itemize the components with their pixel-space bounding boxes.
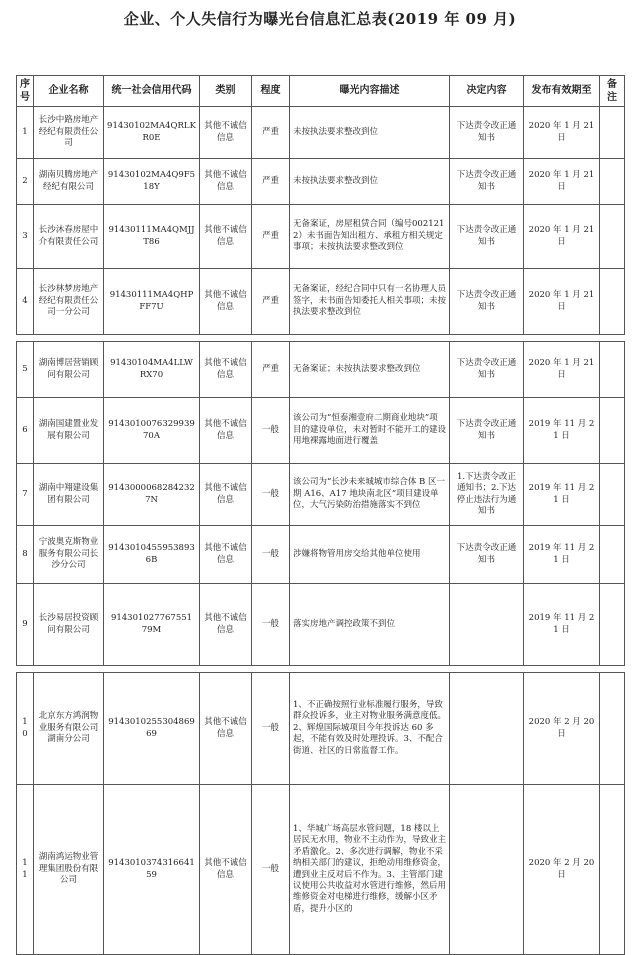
cell-expiry: 2020 年 1 月 21 日 [524,342,600,398]
cell-name: 湖南贝腾房地产经纪有限公司 [34,159,104,205]
cell-decision: 1.下达责令改正通知书；2.下达停止违法行为通知书 [450,464,524,526]
cell-description: 1、不正确按照行业标准履行服务，导致群众投诉多，业主对物业服务满意度低。2、辉煌国际城项目今年投诉达 60 多起，不能有效及时处理投诉。3、不配合街道、社区的日常监督工作。 [290,673,450,785]
table-row [17,785,625,955]
cell-name: 湖南中翔建设集团有限公司 [34,464,104,526]
cell-degree: 一般 [252,785,290,955]
cell-seq: 10 [17,673,34,785]
cell-name: 湖南国建置业发展有限公司 [34,398,104,464]
cell-remark [600,205,625,269]
row-gap-cell [17,335,625,342]
cell-category: 其他不诚信信息 [200,342,252,398]
cell-category: 其他不诚信信息 [200,159,252,205]
cell-description: 未按执法要求整改到位 [290,107,450,159]
header-remark: 备注 [600,76,625,107]
cell-decision: 下达责令改正通知书 [450,526,524,584]
cell-name: 北京东方鸿润物业服务有限公司湖南分公司 [34,673,104,785]
cell-decision: 下达责令改正通知书 [450,205,524,269]
cell-degree: 一般 [252,673,290,785]
cell-category: 其他不诚信信息 [200,107,252,159]
cell-expiry: 2020 年 2 月 20 日 [524,785,600,955]
table-row [17,342,625,398]
header-decision: 决定内容 [450,76,524,107]
cell-remark [600,526,625,584]
cell-name: 长沙沐春房屋中介有限责任公司 [34,205,104,269]
cell-code: 914301025530486969 [104,673,200,785]
cell-decision: 下达责令改正通知书 [450,398,524,464]
header-expiry: 发布有效期至 [524,76,600,107]
cell-degree: 一般 [252,526,290,584]
cell-remark [600,673,625,785]
cell-description: 该公司为“长沙未来城城市综合体 B 区一期 A16、A17 地块南北区”项目建设单位，大气污染防治措施落实不到位 [290,464,450,526]
cell-code: 91430102MA4Q9F518Y [104,159,200,205]
cell-code: 91430111MA4QMJJT86 [104,205,200,269]
cell-category: 其他不诚信信息 [200,464,252,526]
cell-category: 其他不诚信信息 [200,673,252,785]
cell-category: 其他不诚信信息 [200,584,252,666]
cell-seq: 3 [17,205,34,269]
cell-name: 湖南博居营销顾问有限公司 [34,342,104,398]
cell-seq: 6 [17,398,34,464]
table-row [17,464,625,526]
row-gap [17,666,625,673]
cell-expiry: 2020 年 2 月 20 日 [524,673,600,785]
cell-code: 91430102MA4QRLKR0E [104,107,200,159]
table-row [17,584,625,666]
table-row [17,107,625,159]
cell-name: 宁波奥克斯物业服务有限公司长沙分公司 [34,526,104,584]
cell-remark [600,342,625,398]
cell-decision [450,584,524,666]
cell-code: 91430000682842327N [104,464,200,526]
cell-description: 无备案证，房屋租赁合同（编号0021212）未书面告知出租方、承租方相关规定事项；未按执法要求整改到位 [290,205,450,269]
cell-decision: 下达责令改正通知书 [450,342,524,398]
cell-remark [600,159,625,205]
cell-seq: 7 [17,464,34,526]
cell-remark [600,785,625,955]
cell-code: 91430104559538936B [104,526,200,584]
cell-description: 未按执法要求整改到位 [290,159,450,205]
cell-decision [450,673,524,785]
cell-decision: 下达责令改正通知书 [450,159,524,205]
cell-description: 涉嫌将物管用房交给其他单位使用 [290,526,450,584]
cell-name: 长沙林梦房地产经纪有限责任公司一分公司 [34,269,104,335]
table-row [17,398,625,464]
cell-category: 其他不诚信信息 [200,398,252,464]
cell-remark [600,584,625,666]
table-row [17,673,625,785]
cell-expiry: 2020 年 1 月 21 日 [524,269,600,335]
header-name: 企业名称 [34,76,104,107]
cell-seq: 1 [17,107,34,159]
cell-seq: 8 [17,526,34,584]
cell-degree: 严重 [252,205,290,269]
cell-decision: 下达责令改正通知书 [450,269,524,335]
cell-decision [450,785,524,955]
cell-name: 长沙易居投资顾问有限公司 [34,584,104,666]
cell-description: 1、华城广场高层水管问题，18 楼以上居民无水用，物业不主动作为，导致业主矛盾激化。2、多次进行调解，物业不采纳相关部门的建议，拒绝动用维修资金，遭到业主反对后不作为。3、主管部门建议使用公共收益对水管进行维修，然后用维修资金对电梯进行维修，缓解小区矛盾，提升小区的 [290,785,450,955]
header-category: 类别 [200,76,252,107]
cell-seq: 9 [17,584,34,666]
cell-seq: 11 [17,785,34,955]
cell-code: 914301037431664159 [104,785,200,955]
cell-remark [600,269,625,335]
cell-expiry: 2019 年 11 月 21 日 [524,584,600,666]
cell-seq: 2 [17,159,34,205]
cell-seq: 4 [17,269,34,335]
header-code: 统一社会信用代码 [104,76,200,107]
cell-degree: 严重 [252,342,290,398]
row-gap-cell [17,666,625,673]
cell-name: 湖南鸿运物业管理集团股份有限公司 [34,785,104,955]
header-description: 曝光内容描述 [290,76,450,107]
cell-code: 914301027767551 79M [104,584,200,666]
cell-degree: 严重 [252,159,290,205]
cell-degree: 严重 [252,269,290,335]
header-row [17,76,625,107]
exposure-table [16,75,625,955]
cell-expiry: 2019 年 11 月 21 日 [524,464,600,526]
cell-category: 其他不诚信信息 [200,205,252,269]
table-row [17,205,625,269]
page-title: 企业、个人失信行为曝光台信息汇总表(2019 年 09 月) [123,10,517,28]
cell-description: 无备案证，经纪合同中只有一名协理人员签字，未书面告知委托人相关事项；未按执法要求整改到位 [290,269,450,335]
cell-expiry: 2020 年 1 月 21 日 [524,205,600,269]
cell-expiry: 2019 年 11 月 21 日 [524,398,600,464]
row-gap [17,335,625,342]
cell-decision: 下达责令改正通知书 [450,107,524,159]
cell-remark [600,398,625,464]
cell-code: 914301007632993970A [104,398,200,464]
cell-degree: 一般 [252,584,290,666]
cell-category: 其他不诚信信息 [200,526,252,584]
cell-seq: 5 [17,342,34,398]
cell-category: 其他不诚信信息 [200,269,252,335]
table-row [17,159,625,205]
cell-degree: 一般 [252,398,290,464]
cell-remark [600,464,625,526]
table-row [17,269,625,335]
cell-description: 该公司为“恒泰湘壹府二期商业地块”项目的建设单位，未对暂时不能开工的建设用地裸露地面进行覆盖 [290,398,450,464]
cell-degree: 严重 [252,107,290,159]
cell-degree: 一般 [252,464,290,526]
header-degree: 程度 [252,76,290,107]
cell-description: 落实房地产调控政策不到位 [290,584,450,666]
cell-remark [600,107,625,159]
cell-description: 无备案证；未按执法要求整改到位 [290,342,450,398]
cell-expiry: 2020 年 1 月 21 日 [524,159,600,205]
cell-expiry: 2019 年 11 月 21 日 [524,526,600,584]
cell-name: 长沙中路房地产经纪有限责任公司 [34,107,104,159]
table-row [17,526,625,584]
cell-code: 91430104MA4LLWRX70 [104,342,200,398]
cell-category: 其他不诚信信息 [200,785,252,955]
cell-code: 91430111MA4QHPFF7U [104,269,200,335]
header-seq: 序号 [17,76,34,107]
cell-expiry: 2020 年 1 月 21 日 [524,107,600,159]
